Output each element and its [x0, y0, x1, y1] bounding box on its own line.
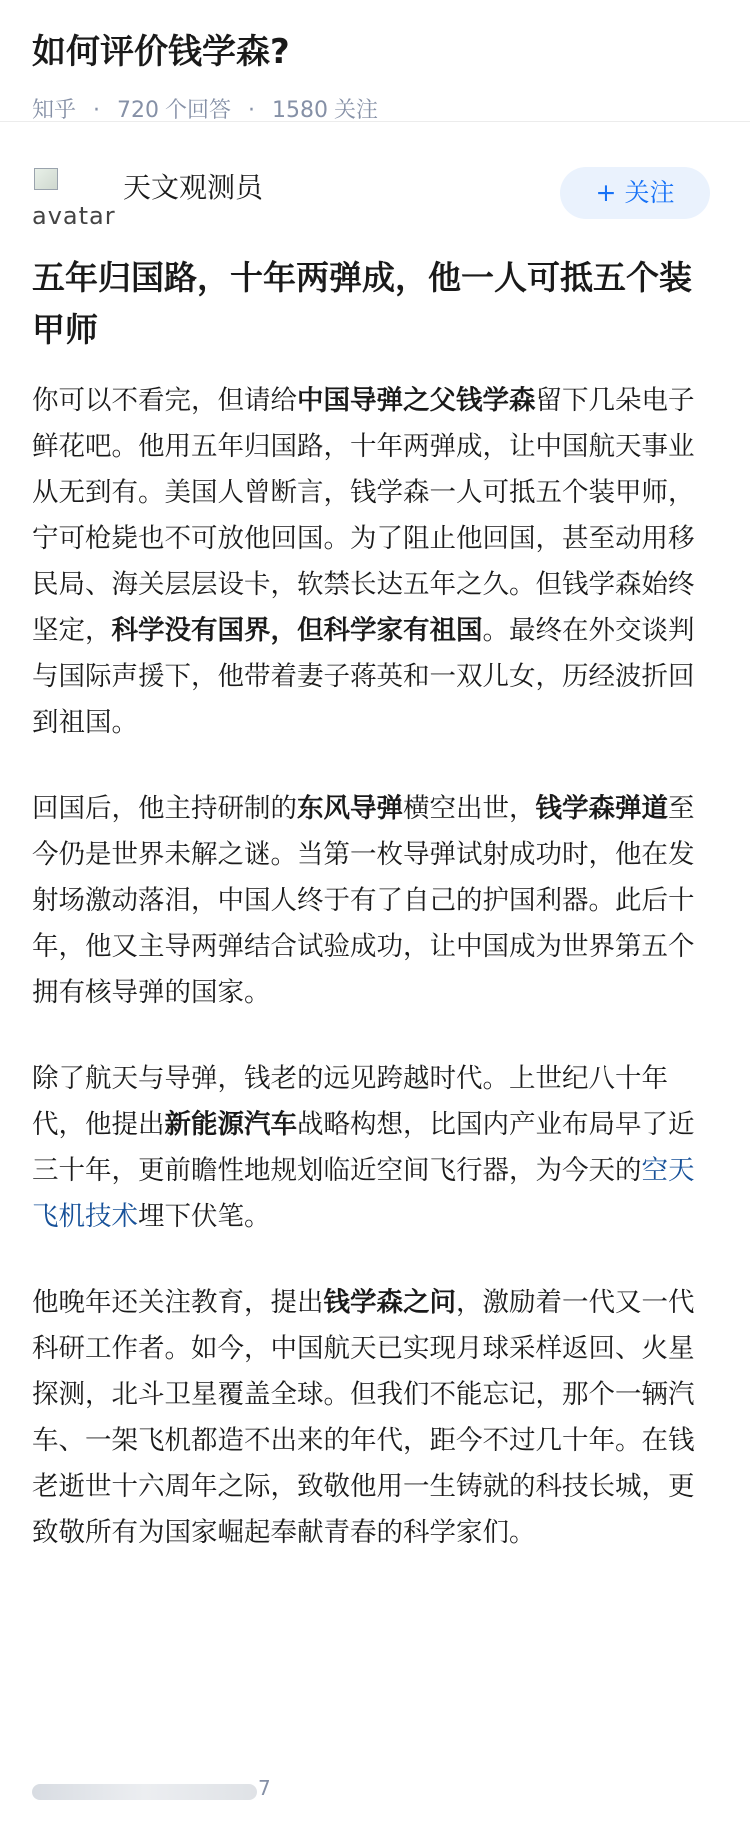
meta-separator: ·	[248, 98, 256, 123]
text-run: 。最终在外交谈判与国际声援下，他带着妻子蒋英和一双儿女，历经波折回到祖国。	[32, 615, 695, 738]
meta-separator: ·	[93, 98, 101, 123]
bold-text: 钱学森之问	[323, 1287, 456, 1318]
bold-text: 钱学森弹道	[535, 793, 668, 824]
question-title[interactable]: 如何评价钱学森?	[32, 32, 290, 72]
followers-count: 1580	[272, 98, 329, 123]
text-run: 战略构想，比国内产业布局早了近三十年，更前瞻性地规划临近空间飞行器，为今天的	[32, 1109, 695, 1186]
answer-paragraph-2	[0, 786, 750, 1016]
text-run: ，激励着一代又一代科研工作者。如今，中国航天已实现月球采样返回、火星探测，北斗卫星覆盖全球。但我们不能忘记，那个一辆汽车、一架飞机都造不出来的年代，距今不过几十年。在钱老逝世十六周年之际，致敬他用一生铸就的科技长城，更致敬所有为国家崛起奉献青春的科学家们。	[32, 1287, 695, 1548]
text-run: 埋下伏笔。	[138, 1201, 271, 1232]
text-run: 留下几朵电子鲜花吧。他用五年归国路，十年两弹成，让中国航天事业从无到有。美国人曾断言，钱学森一人可抵五个装甲师，宁可枪毙也不可放他回国。为了阻止他回国，甚至动用移民局、海关层层设卡，软禁长达五年之久。但钱学森始终坚定，	[32, 385, 695, 646]
text-run: 回国后，他主持研制的	[32, 793, 297, 824]
answer-paragraph-1	[0, 378, 750, 746]
author-bar	[0, 142, 750, 238]
answers-label[interactable]: 个回答	[165, 98, 232, 123]
answer-title: 五年归国路，十年两弹成，他一人可抵五个装甲师	[32, 258, 692, 349]
avatar[interactable]	[32, 166, 116, 236]
footer-digit: 7	[258, 1776, 271, 1800]
text-run: 除了航天与导弹，钱老的远见跨越时代。上世纪八十年代，他提出	[32, 1063, 668, 1140]
source-label[interactable]: 知乎	[32, 98, 77, 123]
text-run: 他晚年还关注教育，提出	[32, 1287, 324, 1318]
text-run: 至今仍是世界未解之谜。当第一枚导弹试射成功时，他在发射场激动落泪，中国人终于有了自己的护国利器。此后十年，他又主导两弹结合试验成功，让中国成为世界第五个拥有核导弹的国家。	[32, 793, 695, 1008]
topic-link[interactable]: 空天飞机技术	[32, 1155, 695, 1232]
text-run: 你可以不看完，但请给	[32, 385, 297, 416]
broken-image-icon	[34, 168, 58, 190]
bold-text: 科学没有国界，但科学家有祖国	[111, 615, 483, 646]
followers-label: 关注	[334, 98, 379, 123]
text-run: 横空出世，	[403, 793, 536, 824]
answer-paragraph-4	[0, 1280, 750, 1556]
follow-button[interactable]: + 关注	[560, 167, 710, 219]
blurred-watermark	[32, 1784, 257, 1800]
author-name[interactable]: 天文观测员	[123, 171, 264, 204]
answer-paragraph-3	[0, 1056, 750, 1240]
answers-count[interactable]: 720	[117, 98, 160, 123]
bold-text: 新能源汽车	[164, 1109, 297, 1140]
avatar-alt-text: avatar	[32, 202, 116, 230]
answer-footer	[32, 1776, 332, 1806]
bold-text: 中国导弹之父钱学森	[297, 385, 536, 416]
bold-text: 东风导弹	[297, 793, 403, 824]
question-header	[0, 0, 750, 122]
